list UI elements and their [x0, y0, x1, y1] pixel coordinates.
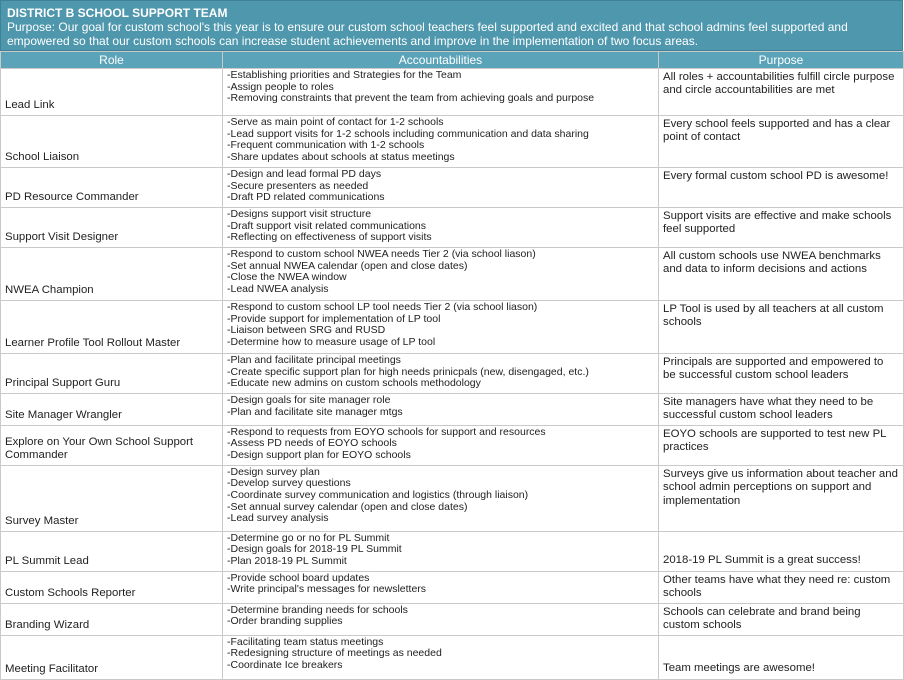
purpose-cell: All custom schools use NWEA benchmarks and data to inform decisions and actions [659, 248, 904, 301]
role-cell: Lead Link [1, 69, 223, 116]
role-cell: Meeting Facilitator [1, 635, 223, 679]
purpose-cell: Site managers have what they need to be successful custom school leaders [659, 394, 904, 426]
purpose-cell: Every formal custom school PD is awesome! [659, 168, 904, 208]
role-cell: Survey Master [1, 465, 223, 531]
table-header-row [1, 52, 904, 69]
purpose-cell: 2018-19 PL Summit is a great success! [659, 531, 904, 571]
accountabilities-cell: -Determine go or no for PL Summit -Design goals for 2018-19 PL Summit -Plan 2018-19 PL Summit [223, 531, 659, 571]
accountabilities-cell: -Respond to custom school LP tool needs Tier 2 (via school liason) -Provide support for implementation of LP tool -Liaison between SRG and RUSD -Determine how to measure usage of LP tool [223, 301, 659, 354]
table-row [1, 425, 904, 465]
accountabilities-cell: -Design goals for site manager role -Plan and facilitate site manager mtgs [223, 394, 659, 426]
role-cell: PL Summit Lead [1, 531, 223, 571]
accountabilities-cell: -Respond to custom school NWEA needs Tier 2 (via school liason) -Set annual NWEA calendar (open and close dates) -Close the NWEA window -Lead NWEA analysis [223, 248, 659, 301]
role-cell: NWEA Champion [1, 248, 223, 301]
purpose-statement: Purpose: Our goal for custom school's this year is to ensure our custom school teachers feel supported and excited and that school admins feel supported and empowered so that our custom schools can increase student achievements and improve in the implementation of two focus areas. [7, 20, 848, 48]
purpose-cell: Surveys give us information about teacher and school admin perceptions on support and implementation [659, 465, 904, 531]
table-row [1, 571, 904, 603]
purpose-cell: Schools can celebrate and brand being custom schools [659, 603, 904, 635]
role-cell: School Liaison [1, 116, 223, 168]
accountabilities-cell: -Design survey plan -Develop survey questions -Coordinate survey communication and logistics (through liaison) -Set annual survey calendar (open and close dates) -Lead survey analysis [223, 465, 659, 531]
table-row [1, 354, 904, 394]
purpose-cell: Every school feels supported and has a clear point of contact [659, 116, 904, 168]
purpose-cell: Principals are supported and empowered to be successful custom school leaders [659, 354, 904, 394]
purpose-cell: LP Tool is used by all teachers at all custom schools [659, 301, 904, 354]
column-header-purpose: Purpose [659, 52, 904, 69]
table-row [1, 116, 904, 168]
accountabilities-cell: -Serve as main point of contact for 1-2 schools -Lead support visits for 1-2 schools including communication and data sharing -Frequent communication with 1-2 schools -Share updates about schools at status meetings [223, 116, 659, 168]
column-header-accountabilities: Accountabilities [223, 52, 659, 69]
accountabilities-cell: -Establishing priorities and Strategies for the Team -Assign people to roles -Removing constraints that prevent the team from achieving goals and purpose [223, 69, 659, 116]
table-row [1, 531, 904, 571]
table-row [1, 69, 904, 116]
header-banner [0, 0, 903, 51]
purpose-cell: Other teams have what they need re: custom schools [659, 571, 904, 603]
purpose-cell: All roles + accountabilities fulfill circle purpose and circle accountabilities are met [659, 69, 904, 116]
table-row [1, 168, 904, 208]
purpose-cell: EOYO schools are supported to test new PL practices [659, 425, 904, 465]
accountabilities-cell: -Design and lead formal PD days -Secure presenters as needed -Draft PD related communications [223, 168, 659, 208]
role-cell: PD Resource Commander [1, 168, 223, 208]
role-cell: Explore on Your Own School Support Commander [1, 425, 223, 465]
table-row [1, 394, 904, 426]
accountabilities-cell: -Plan and facilitate principal meetings -Create specific support plan for high needs prinicpals (new, disengaged, etc.) -Educate new admins on custom schools methodology [223, 354, 659, 394]
accountabilities-cell: -Provide school board updates -Write principal's messages for newsletters [223, 571, 659, 603]
role-cell: Custom Schools Reporter [1, 571, 223, 603]
table-row [1, 248, 904, 301]
accountabilities-cell: -Designs support visit structure -Draft support visit related communications -Reflecting on effectiveness of support visits [223, 208, 659, 248]
purpose-cell: Team meetings are awesome! [659, 635, 904, 679]
accountabilities-cell: -Respond to requests from EOYO schools for support and resources -Assess PD needs of EOYO schools -Design support plan for EOYO schools [223, 425, 659, 465]
table-row [1, 603, 904, 635]
purpose-cell: Support visits are effective and make schools feel supported [659, 208, 904, 248]
role-cell: Site Manager Wrangler [1, 394, 223, 426]
role-cell: Support Visit Designer [1, 208, 223, 248]
document-title: DISTRICT B SCHOOL SUPPORT TEAM [7, 6, 228, 20]
role-cell: Learner Profile Tool Rollout Master [1, 301, 223, 354]
role-cell: Principal Support Guru [1, 354, 223, 394]
table-row [1, 465, 904, 531]
accountabilities-cell: -Determine branding needs for schools -Order branding supplies [223, 603, 659, 635]
table-row [1, 208, 904, 248]
role-cell: Branding Wizard [1, 603, 223, 635]
roles-table [0, 51, 904, 680]
column-header-role: Role [1, 52, 223, 69]
table-row [1, 301, 904, 354]
accountabilities-cell: -Facilitating team status meetings -Redesigning structure of meetings as needed -Coordinate Ice breakers [223, 635, 659, 679]
